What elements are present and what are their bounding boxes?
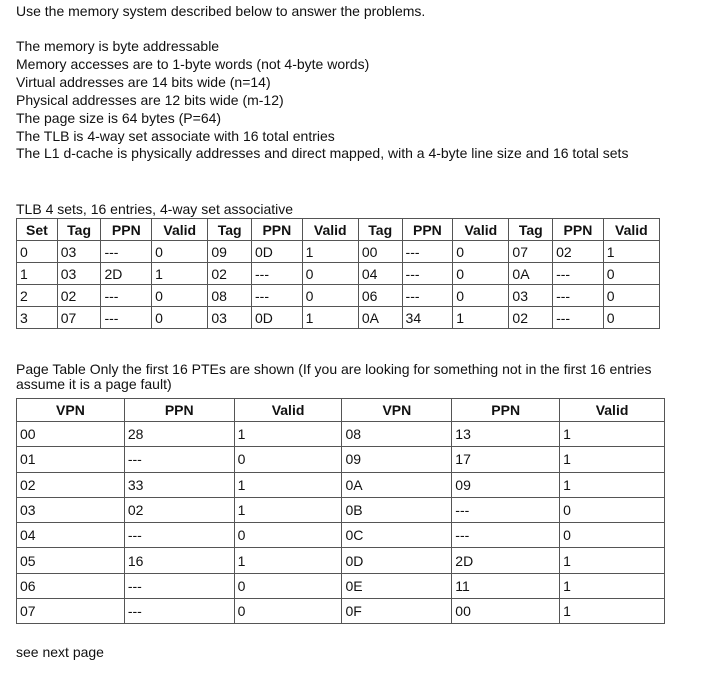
page-table-row-cell: 0 — [234, 573, 342, 598]
tlb-header-tag: Tag — [208, 219, 252, 241]
page-table-row-cell: 00 — [17, 422, 125, 447]
tlb-row-cell: 03 — [509, 285, 553, 307]
tlb-row-cell: 0 — [453, 263, 509, 285]
intro-text: Use the memory system described below to answer the problems. — [16, 3, 426, 19]
tlb-caption: TLB 4 sets, 16 entries, 4-way set associative — [16, 201, 294, 217]
tlb-row-cell: --- — [402, 263, 453, 285]
page-table-row-cell: 0F — [342, 599, 452, 624]
tlb-header-ppn: PPN — [553, 219, 604, 241]
page-table-row-cell: --- — [124, 599, 234, 624]
page-table-row-cell: --- — [124, 573, 234, 598]
page-table-row-cell: 0 — [234, 599, 342, 624]
page-table-row-cell: 09 — [452, 472, 560, 497]
tlb-row-cell: 07 — [57, 307, 101, 329]
tlb-row-cell: 0 — [17, 241, 58, 263]
system-line-1: The memory is byte addressable — [16, 38, 220, 54]
page-table-row-cell: 04 — [17, 523, 125, 548]
page-table-row-cell: 1 — [560, 472, 665, 497]
page-table-row-cell: 0B — [342, 497, 452, 522]
page-table-row-cell: 0E — [342, 573, 452, 598]
page-table-row-cell: 00 — [452, 599, 560, 624]
tlb-row-cell: 2D — [101, 263, 152, 285]
page-table-row-cell: 1 — [234, 472, 342, 497]
system-line-6: The TLB is 4-way set associate with 16 total entries — [16, 128, 335, 144]
tlb-header-valid: Valid — [302, 219, 358, 241]
tlb-row-cell: 1 — [603, 241, 659, 263]
tlb-row-cell: 02 — [553, 241, 604, 263]
page-table-row — [17, 573, 665, 598]
page-table-row-cell: 2D — [452, 548, 560, 573]
tlb-header-valid: Valid — [453, 219, 509, 241]
pt-header-vpn: VPN — [17, 399, 125, 422]
tlb-row-cell: --- — [101, 285, 152, 307]
tlb-row-cell: 0A — [509, 263, 553, 285]
tlb-header-row — [17, 219, 660, 241]
tlb-row-cell: 09 — [208, 241, 252, 263]
system-line-7: The L1 d-cache is physically addresses and direct mapped, with a 4-byte line size and 16 total sets — [16, 145, 629, 161]
page-table-row-cell: --- — [452, 497, 560, 522]
tlb-row-cell: 1 — [302, 241, 358, 263]
page-table-row — [17, 472, 665, 497]
tlb-header-set: Set — [17, 219, 58, 241]
page-table-row-cell: 0 — [560, 497, 665, 522]
tlb-row-cell: --- — [553, 285, 604, 307]
page-table-row-cell: 1 — [560, 548, 665, 573]
page-table-row-cell: 0 — [234, 523, 342, 548]
pt-header-valid: Valid — [560, 399, 665, 422]
tlb-row-cell: 08 — [208, 285, 252, 307]
pt-header-ppn: PPN — [452, 399, 560, 422]
page-table-row-cell: 01 — [17, 447, 125, 472]
page-table-row-cell: 28 — [124, 422, 234, 447]
page-table-row — [17, 599, 665, 624]
page-table-row-cell: 07 — [17, 599, 125, 624]
tlb-row-cell: 0 — [302, 263, 358, 285]
tlb-row-cell: 34 — [402, 307, 453, 329]
tlb-row-cell: 1 — [453, 307, 509, 329]
tlb-row-cell: --- — [402, 285, 453, 307]
tlb-row-cell: --- — [252, 285, 303, 307]
tlb-row-cell: --- — [101, 307, 152, 329]
tlb-header-valid: Valid — [152, 219, 208, 241]
tlb-row-cell: 00 — [358, 241, 402, 263]
page-table-row-cell: 06 — [17, 573, 125, 598]
tlb-header-tag: Tag — [57, 219, 101, 241]
tlb-row-cell: 02 — [509, 307, 553, 329]
tlb-table — [16, 218, 660, 329]
tlb-header-ppn: PPN — [402, 219, 453, 241]
page-table-row-cell: 02 — [124, 497, 234, 522]
tlb-row-cell: 0D — [252, 307, 303, 329]
tlb-row-cell: 07 — [509, 241, 553, 263]
pt-header-vpn: VPN — [342, 399, 452, 422]
page-table-row-cell: 1 — [560, 422, 665, 447]
page-table-caption: Page Table Only the first 16 PTEs are shown (If you are looking for something not in the first 16 entries assume it is a page fault) — [16, 361, 652, 392]
page-table-row — [17, 447, 665, 472]
tlb-row — [17, 241, 660, 263]
tlb-row-cell: 03 — [57, 241, 101, 263]
pt-header-valid: Valid — [234, 399, 342, 422]
tlb-row-cell: 0 — [603, 307, 659, 329]
page-table-row-cell: 03 — [17, 497, 125, 522]
page-table-row-cell: --- — [124, 523, 234, 548]
tlb-row-cell: 3 — [17, 307, 58, 329]
page-table-row-cell: 13 — [452, 422, 560, 447]
page-table-row-cell: 0 — [234, 447, 342, 472]
page-table-row-cell: 1 — [560, 447, 665, 472]
tlb-row-cell: 03 — [208, 307, 252, 329]
page-table-row-cell: 1 — [560, 573, 665, 598]
page-table-row-cell: 0D — [342, 548, 452, 573]
page-table-row — [17, 548, 665, 573]
page-table-row-cell: 1 — [234, 497, 342, 522]
tlb-row — [17, 307, 660, 329]
page-table-header-row — [17, 399, 665, 422]
tlb-header-tag: Tag — [358, 219, 402, 241]
page-table-row-cell: 1 — [234, 548, 342, 573]
page-table-row — [17, 422, 665, 447]
page-table-row-cell: 1 — [234, 422, 342, 447]
page-table-row-cell: --- — [452, 523, 560, 548]
page-table-row-cell: 05 — [17, 548, 125, 573]
tlb-row-cell: 2 — [17, 285, 58, 307]
tlb-row-cell: --- — [252, 263, 303, 285]
tlb-row-cell: 0 — [453, 241, 509, 263]
tlb-header-ppn: PPN — [252, 219, 303, 241]
footer-text: see next page — [16, 644, 104, 660]
system-line-5: The page size is 64 bytes (P=64) — [16, 110, 222, 126]
page-table-row-cell: 1 — [560, 599, 665, 624]
tlb-row — [17, 285, 660, 307]
page-table-row-cell: 0A — [342, 472, 452, 497]
tlb-row-cell: 1 — [17, 263, 58, 285]
tlb-row-cell: 06 — [358, 285, 402, 307]
page-table-row — [17, 497, 665, 522]
tlb-row-cell: 02 — [57, 285, 101, 307]
tlb-row-cell: 0 — [152, 307, 208, 329]
page-table — [16, 398, 665, 624]
tlb-row-cell: 0D — [252, 241, 303, 263]
tlb-row-cell: --- — [553, 307, 604, 329]
tlb-row-cell: 04 — [358, 263, 402, 285]
page-table-row-cell: 09 — [342, 447, 452, 472]
system-line-3: Virtual addresses are 14 bits wide (n=14) — [16, 74, 271, 90]
page-table-row-cell: 0C — [342, 523, 452, 548]
tlb-row-cell: --- — [402, 241, 453, 263]
tlb-row-cell: --- — [101, 241, 152, 263]
page-table-row-cell: 16 — [124, 548, 234, 573]
page-table-row-cell: 08 — [342, 422, 452, 447]
tlb-row-cell: 0 — [453, 285, 509, 307]
page-table-row-cell: 33 — [124, 472, 234, 497]
page-table-row-cell: 17 — [452, 447, 560, 472]
tlb-row-cell: 1 — [302, 307, 358, 329]
system-line-2: Memory accesses are to 1-byte words (not 4-byte words) — [16, 56, 370, 72]
tlb-row-cell: 0 — [603, 285, 659, 307]
tlb-row-cell: 0 — [152, 285, 208, 307]
page-table-row-cell: --- — [124, 447, 234, 472]
tlb-header-ppn: PPN — [101, 219, 152, 241]
tlb-row-cell: 03 — [57, 263, 101, 285]
tlb-header-tag: Tag — [509, 219, 553, 241]
tlb-row-cell: 0 — [603, 263, 659, 285]
tlb-row-cell: 02 — [208, 263, 252, 285]
tlb-row — [17, 263, 660, 285]
tlb-row-cell: 1 — [152, 263, 208, 285]
page-table-row-cell: 0 — [560, 523, 665, 548]
page-table-row-cell: 11 — [452, 573, 560, 598]
tlb-row-cell: 0 — [152, 241, 208, 263]
tlb-header-valid: Valid — [603, 219, 659, 241]
tlb-row-cell: 0A — [358, 307, 402, 329]
page-table-row-cell: 02 — [17, 472, 125, 497]
tlb-row-cell: --- — [553, 263, 604, 285]
tlb-row-cell: 0 — [302, 285, 358, 307]
pt-header-ppn: PPN — [124, 399, 234, 422]
page-table-row — [17, 523, 665, 548]
system-line-4: Physical addresses are 12 bits wide (m-12) — [16, 92, 284, 108]
